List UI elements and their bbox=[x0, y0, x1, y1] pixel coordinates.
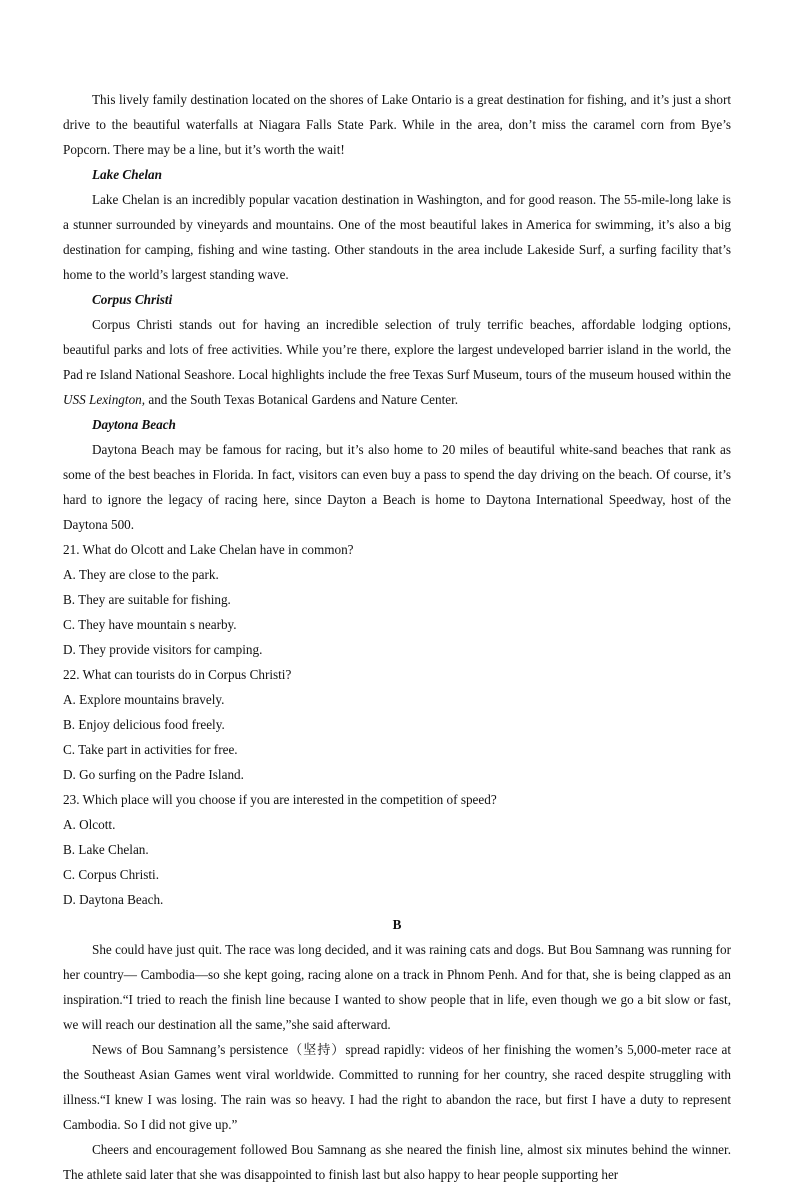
section-b-paragraph-1: She could have just quit. The race was long decided, and it was raining cats and dogs. But Bou Samnang was running for her country— Cambodia—so she kept going, racing alone on a track in Phnom Penh. And for that, she is being clapped as an inspiration.“I tried to reach the finish line because I wanted to show people that in life, even though we go a bit slow or fast, we will reach our destination all the same,”she said afterward. bbox=[63, 942, 731, 1032]
option-22-c: C. Take part in activities for free. bbox=[63, 742, 238, 757]
option-23-b: B. Lake Chelan. bbox=[63, 842, 149, 857]
lake-chelan-heading: Lake Chelan bbox=[92, 167, 162, 182]
daytona-beach-heading: Daytona Beach bbox=[92, 417, 176, 432]
section-b-paragraph-3: Cheers and encouragement followed Bou Samnang as she neared the finish line, almost six minutes behind the winner. The athlete said later that she was disappointed to finish last but also happy to hear people supporting her bbox=[63, 1142, 731, 1182]
olcott-paragraph: This lively family destination located on the shores of Lake Ontario is a great destination for fishing, and it’s just a short drive to the beautiful waterfalls at Niagara Falls State Park. While in the area, don’t miss the caramel corn from Bye’s Popcorn. There may be a line, but it’s worth the wait! bbox=[63, 92, 731, 157]
option-23-c: C. Corpus Christi. bbox=[63, 867, 159, 882]
daytona-beach-paragraph: Daytona Beach may be famous for racing, but it’s also home to 20 miles of beautiful white-sand beaches that rank as some of the best beaches in Florida. In fact, visitors can even buy a pass to spend the day driving on the beach. Of course, it’s hard to ignore the legacy of racing here, since Dayton a Beach is home to Daytona International Speedway, host of the Daytona 500. bbox=[63, 442, 731, 532]
lake-chelan-paragraph: Lake Chelan is an incredibly popular vacation destination in Washington, and for good reason. The 55-mile-long lake is a stunner surrounded by vineyards and mountains. One of the most beautiful lakes in America for swimming, it’s also a big destination for camping, fishing and wine tasting. Other standouts in the area include Lakeside Surf, a surfing facility that’s home to the world’s largest standing wave. bbox=[63, 192, 731, 282]
question-23: 23. Which place will you choose if you are interested in the competition of speed? bbox=[63, 792, 497, 807]
option-21-b: B. They are suitable for fishing. bbox=[63, 592, 231, 607]
section-b-label: B bbox=[392, 917, 402, 932]
corpus-christi-paragraph bbox=[63, 312, 731, 412]
corpus-text-2: and the South Texas Botanical Gardens and Nature Center. bbox=[145, 392, 459, 407]
option-23-d: D. Daytona Beach. bbox=[63, 892, 164, 907]
corpus-text-1: Corpus Christi stands out for having an incredible selection of truly terrific beaches, affordable lodging options, beautiful parks and lots of free activities. While you’re there, explore the largest undeveloped barrier island in the world, the Pad re Island National Seashore. Local highlights include the free Texas Surf Museum, tours of the museum housed within the bbox=[63, 317, 731, 382]
option-22-a: A. Explore mountains bravely. bbox=[63, 692, 225, 707]
ship-name: USS Lexington, bbox=[63, 392, 146, 407]
option-22-b: B. Enjoy delicious food freely. bbox=[63, 717, 225, 732]
question-23-options bbox=[63, 812, 731, 912]
option-21-c: C. They have mountain s nearby. bbox=[63, 617, 237, 632]
option-21-a: A. They are close to the park. bbox=[63, 567, 219, 582]
exam-page bbox=[63, 87, 731, 1187]
option-23-a: A. Olcott. bbox=[63, 817, 116, 832]
question-22: 22. What can tourists do in Corpus Christi? bbox=[63, 667, 292, 682]
option-22-d: D. Go surfing on the Padre Island. bbox=[63, 767, 244, 782]
section-b-paragraph-2: News of Bou Samnang’s persistence（坚持）spread rapidly: videos of her finishing the women’s 5,000-meter race at the Southeast Asian Games went viral worldwide. Committed to running for her country, she raced despite struggling with illness.“I knew I was losing. The rain was so heavy. I had the right to abandon the race, but first I have a duty to represent Cambodia. So I did not give up.” bbox=[63, 1042, 731, 1132]
corpus-christi-heading: Corpus Christi bbox=[92, 292, 173, 307]
option-21-d: D. They provide visitors for camping. bbox=[63, 642, 263, 657]
question-22-options bbox=[63, 687, 731, 787]
question-21-options bbox=[63, 562, 731, 662]
question-21: 21. What do Olcott and Lake Chelan have in common? bbox=[63, 542, 354, 557]
